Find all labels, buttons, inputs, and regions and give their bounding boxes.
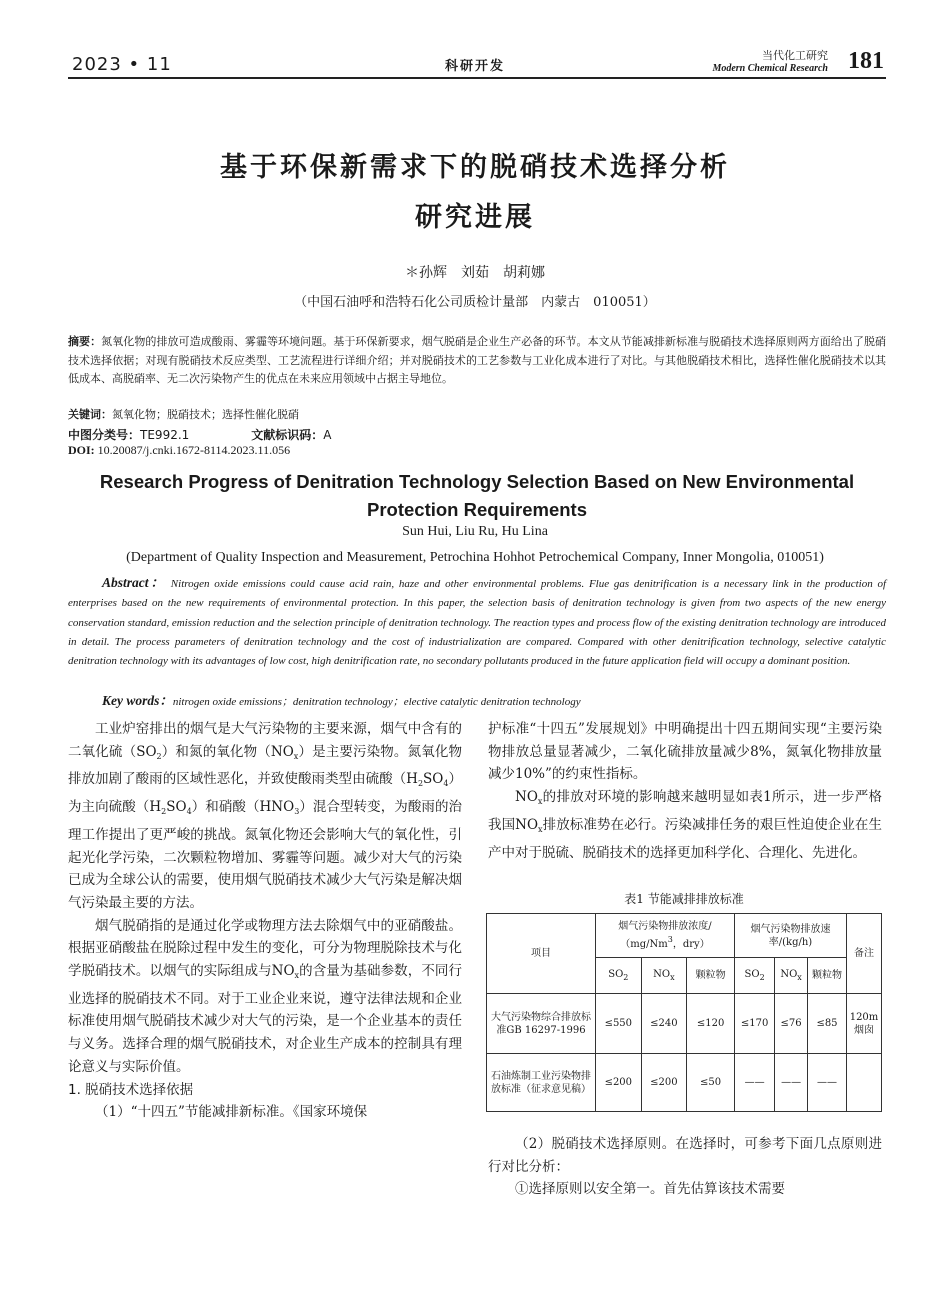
english-authors: Sun Hui, Liu Ru, Hu Lina [402,524,548,539]
table-header-note: 备注 [847,914,882,994]
title-line-2: 研究进展 [415,202,535,233]
table-row: 石油炼制工业污染物排放标准（征求意见稿） ≤200 ≤200 ≤50 —— —— —— [487,1054,882,1112]
page-number: 181 [848,48,884,74]
english-abstract-label: Abstract [102,575,149,590]
abstract-cn-text: 氮氧化物的排放可造成酸雨、雾霾等环境问题。基于环保新要求，烟气脱硝是企业生产必备的环节。本文从节能减排新标准与脱硝技术选择原则两方面给出了脱硝技术选择依据；对现有脱硝技术反应类型、工艺流程进行详细介绍；并对脱硝技术的工艺参数与工业化成本进行了对比。与其他脱硝技术相比，选择性催化脱硝技术以其低成本、高脱硝率、无二次污染物产生的优点在未来应用领域中占据主导地位。 [68,335,887,385]
paragraph: 护标准“十四五”发展规划》中明确提出十四五期间实现“主要污染物排放总量显著减少，二氧化硫排放量减少8%，氮氧化物排放量减少10%”的约束性指标。 [488,721,882,783]
paragraph: （1）“十四五”节能减排新标准。《国家环境保 [95,1104,368,1121]
clc-label: 中图分类号： [68,428,141,442]
classification [68,426,332,443]
clc-value: TE992.1 [140,428,190,442]
table-row: 大气污染物综合排放标准GB 16297-1996 ≤550 ≤240 ≤120 ≤170 ≤76 ≤85 120m烟囱 [487,994,882,1054]
body-right-column [488,718,882,864]
table-header-rate: 烟气污染物排放速率/(kg/h) [734,914,846,958]
doi-value[interactable]: 10.20087/j.cnki.1672-8114.2023.11.056 [97,443,291,457]
paragraph: （2）脱硝技术选择原则。在选择时，可参考下面几点原则进行对比分析： [488,1136,882,1175]
keywords-cn [68,406,299,422]
doc-code-value: A [323,428,332,442]
paragraph: 烟气脱硝指的是通过化学或物理方法去除烟气中的亚硝酸盐。根据亚硝酸盐在脱除过程中发生的变化，可分为物理脱除技术与化学脱硝技术。以烟气的实际组成与$NO_x$的含量为基础参数，不同行业选择的脱硝技术不同。对于工业企业来说，遵守法律法规和企业标准使用烟气脱硝技术减少对大气的污染，是一个企业基本的责任与义务。选择合理的烟气脱硝技术，对企业生产成本的控制具有理论意义与实际价值。 [68,917,462,1075]
table-header-item: 项目 [487,914,596,994]
english-keywords-text: nitrogen oxide emissions；denitration technology；elective catalytic denitration technology [172,696,581,708]
table-sub-so2: $SO_2$ [596,958,642,994]
authors: ＊孙辉 刘茹 胡莉娜 [405,265,545,281]
doc-code-label: 文献标识码： [251,428,324,442]
english-title: Research Progress of Denitration Technology Selection Based on New Environmental Protection Requirements [99,471,855,520]
table-sub-so2: $SO_2$ [734,958,774,994]
doi-label: DOI: [68,443,95,457]
body-left-column [68,718,462,1124]
keywords-cn-label: 关键词： [68,408,112,421]
emission-standards-table [486,913,882,1112]
paragraph: $NO_x$的排放对环境的影响越来越明显如表1所示，进一步严格我国$NO_x$排放标准势在必行。污染减排任务的艰巨性迫使企业在生产中对于脱硫、脱硝技术的选择更加科学化、合理化、先进化。 [488,789,883,861]
doi [68,443,290,458]
affiliation: （中国石油呼和浩特石化公司质检计量部 内蒙古 010051） [294,295,656,310]
section-heading-1: 1. 脱硝技术选择依据 [68,1081,194,1098]
keywords-cn-text: 氮氧化物；脱硝技术；选择性催化脱硝 [112,408,299,421]
body-right-column-lower [488,1133,882,1201]
table-sub-pm: 颗粒物 [808,958,847,994]
title-line-1: 基于环保新需求下的脱硝技术选择分析 [220,152,730,183]
english-abstract-text: Nitrogen oxide emissions could cause acid rain, haze and other environmental problems. Flue gas denitrification is a necessary link in the production of enterprises based on the new requirements of environmental protection. In this paper, the selection basis of denitration technology is given from two aspects of the new energy conservation standard, emission reduction and the selection principle of denitration technology. The reaction types and process flow of the existing denitration technology are introduced in detail. The process parameters of denitration technology and the cost of industrialization are compared. Compared with other denitrification technology, selective catalytic denitration technology with its advantages of low cost, high denitrification rate, no secondary pollutants produced in the future application field will occupy a dominant position. [68,578,887,668]
section-label: 科研开发 [444,59,505,74]
english-abstract: Abstract： Nitrogen oxide emissions could cause acid rain, haze and other environmental problems. Flue gas denitrification is a necessary link in the production of enterprises based on the new requirements of environmental protection. In this paper, the selection basis of denitration technology is given from two aspects of the new energy conservation standard, emission reduction and the selection principle of denitration technology. The reaction types and process flow of the existing denitration technology are introduced in detail. The process parameters of denitration technology and the cost of industrialization are compared. Compared with other denitrification technology, selective catalytic denitration technology with its advantages of low cost, high denitrification rate, no secondary pollutants produced in the future application field will occupy a dominant position. [68,575,887,668]
table-sub-nox: $NO_x$ [641,958,687,994]
journal-name-en: Modern Chemical Research [712,63,828,74]
table-sub-pm: 颗粒物 [687,958,735,994]
english-keywords: Key words：nitrogen oxide emissions；denitration technology；elective catalytic denitration technology [102,693,581,708]
english-affiliation: (Department of Quality Inspection and Measurement, Petrochina Hohhot Petrochemical Company, Inner Mongolia, 010051) [126,550,824,565]
table-sub-nox: $NO_x$ [775,958,808,994]
paragraph: 工业炉窑排出的烟气是大气污染物的主要来源，烟气中含有的二氧化硫$(SO_2)$和氮的氧化物$(NO_x)$是主要污染物。氮氧化物排放加剧了酸雨的区域性恶化，并致使酸雨类型由硫酸$(H_2SO_4)$为主向硫酸$(H_2SO_4)$和硝酸$(HNO_3)$混合型转变，为酸雨的治理工作提出了更严峻的挑战。氮氧化物还会影响大气的氧化性，引起光化学污染，二次颗粒物增加、雾霾等问题。减少对大气的污染已成为全球公认的需要，使用烟气脱硝技术减少大气污染是解决烟气污染最主要的方法。 [68,721,463,911]
abstract-cn [68,333,886,389]
header-rule [68,77,886,79]
journal-name-cn: 当代化工研究 [762,49,828,62]
table-header-concentration: 烟气污染物排放浓度/（mg/Nm$^3$，dry） [596,914,735,958]
paragraph: ①选择原则以安全第一。首先估算该技术需要 [515,1181,785,1198]
english-keywords-label: Key words [102,693,160,708]
abstract-cn-label: 摘要： [68,335,102,348]
issue-number: 2023 • 11 [72,54,172,75]
table-caption: 表1 节能减排排放标准 [624,892,744,906]
